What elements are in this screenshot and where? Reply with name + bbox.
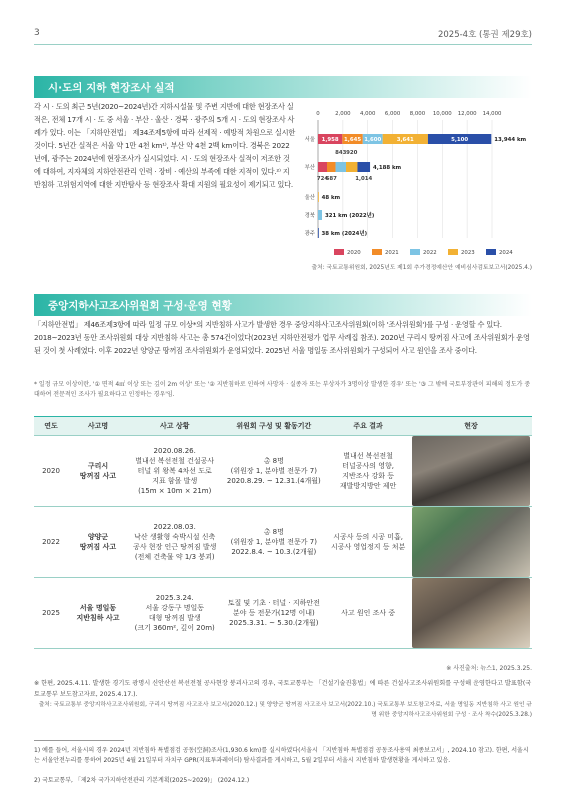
cell-committee: 총 8명 (위원장 1, 분야별 전문가 7) 2020.8.29. ~ 12.31.(4개월) — [221, 436, 326, 507]
cell-result: 사고 원인 조사 중 — [326, 578, 410, 649]
cell-name: 서울 명일동 지반침하 사고 — [68, 578, 128, 649]
cell-committee: 총 8명 (위원장 1, 분야별 전문가 7) 2022.8.4. ~ 10.3.(2개월) — [221, 507, 326, 578]
issue-label: 2025-4호 (통권 제29호) — [437, 30, 532, 40]
supplementary-note: ※ 한편, 2025.4.11. 발생한 경기도 광명시 신안산선 복선전철 공사현장 붕괴사고의 경우, 국토교통부는 「건설기술진흥법」에 따른 건설사고조사위원회를 구성해 운영한다고 발표함(국토교통부 보도참고자료, 2025.4.17.). — [34, 680, 532, 698]
category-label: 광주 — [304, 231, 315, 237]
bar-total-label: 13,944 km — [494, 137, 527, 143]
category-label: 울산 — [304, 195, 315, 201]
body-paragraph: 「지하안전법」 제46조제3항에 따라 일정 규모 이상*의 지반침하 사고가 발생한 경우 중앙지하사고조사위원회(이하 '조사위원회')를 구성 · 운영할 수 있다. 2018~2023년 동안 조사위원회 대상 지반침하 사고는 총 574건이었다(2023년 지하안전평가 업무 사례집 참조). 2020년 구리시 땅꺼짐 사고에 조사위원회가 운영된 것이 첫 사례였다. 이후 2022년 양양군 땅꺼짐 조사위원회가 운영되었다. 2025년 서울 명일동 조사위원회가 구성되어 사고 원인을 조사 중이다. — [34, 320, 530, 355]
bar-total-label: 48 km — [321, 195, 341, 201]
bar-value-label: 1,645 — [344, 137, 362, 143]
cell-photo — [410, 507, 532, 578]
section-title-bar — [34, 294, 532, 316]
chart-source: 출처: 국토교통위원회, 2025년도 제1회 추가경정예산안 예비심사검토보고서(2025.4.) — [311, 265, 532, 271]
body-paragraph: 각 시 · 도의 최근 5년(2020~2024년)간 지하시설물 및 주변 지반에 대한 현장조사 실적은, 전체 17개 시 · 도 중 서울 · 부산 · 울산 · 경북 · 광주의 5개 시 · 도의 현장조사 사례가 있다. 이는 「지하안전법」 제34조제5항에 따라 선제적 · 예방적 차원으로 실시한 것이다. 5년간 실적은 서울 약 1만 4천 km¹⁾, 부산 약 4천 2백 km이다. 경북은 2022년에, 광주는 2024년에 현장조사가 실시되었다. 시 · 도의 현장조사 실적이 저조한 것에 대하여, 지자체의 지하안전관리 인력 · 장비 · 예산의 부족에 대한 지적이 있다.²⁾ 지반침하 고위험지역에 대한 지반탐사 등 현장조사 확대 지원의 필요성이 제기되고 있다. — [34, 102, 296, 189]
bar-segment-2020 — [318, 162, 327, 172]
bar-total-label: 321 km (2022년) — [324, 213, 375, 219]
x-tick-label: 12,000 — [457, 111, 477, 117]
x-tick-label: 14,000 — [482, 111, 502, 117]
legend-swatch — [410, 249, 420, 255]
table-row — [34, 436, 532, 507]
page-number: 3 — [34, 28, 40, 38]
table-row — [34, 578, 532, 649]
legend-swatch — [448, 249, 458, 255]
bar-value-label: 843 — [335, 150, 347, 156]
legend-label: 2021 — [385, 250, 399, 256]
bar-segment-2024 — [318, 228, 319, 238]
header-divider — [34, 44, 532, 45]
cell-result: 별내선 복선전철 터널공사의 영향, 지반조사 강화 등 재발방지방안 제안 — [326, 436, 410, 507]
bar-value-label: 3,641 — [396, 137, 414, 143]
bar-value-label: 687 — [325, 176, 337, 182]
legend-label: 2022 — [423, 250, 437, 256]
section-title: 중앙지하사고조사위원회 구성·운영 현황 — [48, 300, 232, 312]
col-header: 위원회 구성 및 활동기간 — [221, 417, 326, 436]
col-header: 사고 상황 — [128, 417, 221, 436]
legend-label: 2024 — [499, 250, 513, 256]
bar-total-label: 4,188 km — [373, 165, 402, 171]
bar-segment-2023 — [318, 192, 319, 202]
bar-value-label: 5,100 — [451, 137, 469, 143]
bar-segment-2023 — [346, 162, 357, 172]
bar-value-label: 1,014 — [355, 176, 373, 182]
cell-situation: 2022.08.03. 낙산 생활형 숙박시설 신축 공사 현장 인근 땅꺼짐 발생 (전체 건축물 약 1/3 붕괴) — [128, 507, 221, 578]
x-tick-label: 8,000 — [409, 111, 426, 117]
col-header: 주요 결과 — [326, 417, 410, 436]
cases-table — [34, 416, 532, 649]
photo-source: ※ 사진출처: 뉴스1, 2025.3.25. — [446, 665, 532, 672]
bar-value-label: 1,958 — [321, 137, 339, 143]
x-tick-label: 10,000 — [432, 111, 452, 117]
section-title-bar — [34, 76, 532, 98]
category-label: 경북 — [304, 213, 315, 219]
x-tick-label: 2,000 — [335, 111, 351, 117]
legend-swatch — [372, 249, 382, 255]
footnote: 1) 예를 들어, 서울시의 경우 2024년 지반침하 특별점검 공동(空洞)조사(1,930.6 km)를 실시하였다(서울시 「지반침하 특별점검 공동조사용역 최종보고서」, 2024.10 참고). 한편, 서울시는 서울안전누리를 통하여 2025년 4월 21일부터 자치구 GPR(지표투과레이더) 탐사결과를 게시하고, 5월 2일부터 서울시 지반침하 발생현황을 게시하고 있음. — [34, 747, 529, 764]
footnote-note: * 일정 규모 이상이란, '① 면적 4㎡ 이상 또는 깊이 2m 이상' 또는 '② 지반침하로 인하여 사망자 · 실종자 또는 부상자가 3명이상 발생한 경우' 또는 '③ 그 밖에 국토부장관이 피해의 정도가 중대하여 전문적인 조사가 필요하다고 인정하는 경우'임. — [34, 381, 531, 398]
photo-2020 — [412, 436, 530, 506]
bar-value-label: 724 — [316, 176, 329, 182]
bar-segment-2024 — [357, 162, 370, 172]
footnote-divider — [34, 740, 124, 741]
cell-result: 시공사 등의 시공 미흡, 시공사 영업정지 등 처분 — [326, 507, 410, 578]
x-tick-label: 6,000 — [384, 111, 401, 117]
cell-name: 구리시 땅꺼짐 사고 — [68, 436, 128, 507]
table-row — [34, 507, 532, 578]
cell-situation: 2025.3.24. 서울 강동구 명일동 대형 땅꺼짐 발생 (크기 360m², 깊이 20m) — [128, 578, 221, 649]
cell-year: 2020 — [34, 436, 68, 507]
photo-2022 — [412, 507, 530, 577]
legend-swatch — [334, 249, 344, 255]
category-label: 부산 — [304, 165, 315, 171]
cell-committee: 토질 및 기초 · 터널 · 지하안전 분야 등 전문가(12명 이내) 2025.3.31. ~ 5.30.(2개월) — [221, 578, 326, 649]
bar-value-label: 920 — [346, 150, 358, 156]
legend-label: 2020 — [347, 250, 361, 256]
category-label: 서울 — [304, 137, 315, 143]
bar-total-label: 38 km (2024년) — [321, 231, 368, 237]
stacked-bar-chart — [296, 106, 532, 276]
bar-segment-2021 — [327, 162, 336, 172]
table-header-row — [34, 417, 532, 436]
table-source: 출처: 국토교통부 중앙지하사고조사위원회, 구리시 땅꺼짐 사고조사 보고서(2020.12.) 및 양양군 땅꺼짐 사고조사 보고서(2022.10.) 국토교통부 보도참고자료, 서울 명일동 지반침하 사고 원인 규명 위한 중앙지하사고조사위원회 구성 · 조사 착수(2025.3.28.) — [38, 702, 532, 718]
cell-year: 2022 — [34, 507, 68, 578]
col-header: 연도 — [34, 417, 68, 436]
col-header: 현장 — [410, 417, 532, 436]
col-header: 사고명 — [68, 417, 128, 436]
x-tick-label: 0 — [316, 111, 320, 117]
cell-name: 양양군 땅꺼짐 사고 — [68, 507, 128, 578]
section-title: 시·도의 지하 현장조사 실적 — [48, 82, 175, 94]
bar-segment-2022 — [318, 210, 322, 220]
cell-situation: 2020.08.26. 별내선 복선전철 건설공사 터널 위 왕복 4차선 도로 지표 함몰 발생 (15m × 10m × 21m) — [128, 436, 221, 507]
legend-label: 2023 — [461, 250, 475, 256]
cell-photo — [410, 436, 532, 507]
x-tick-label: 4,000 — [359, 111, 376, 117]
bar-segment-2022 — [336, 162, 346, 172]
bar-value-label: 1,600 — [364, 137, 382, 143]
footnote: 2) 국토교통부, 「제2차 국가지하안전관리 기본계획(2025~2029)」 (2024.12.) — [34, 777, 250, 784]
cell-photo — [410, 578, 532, 649]
cell-year: 2025 — [34, 578, 68, 649]
photo-2025 — [412, 578, 530, 648]
legend-swatch — [486, 249, 496, 255]
